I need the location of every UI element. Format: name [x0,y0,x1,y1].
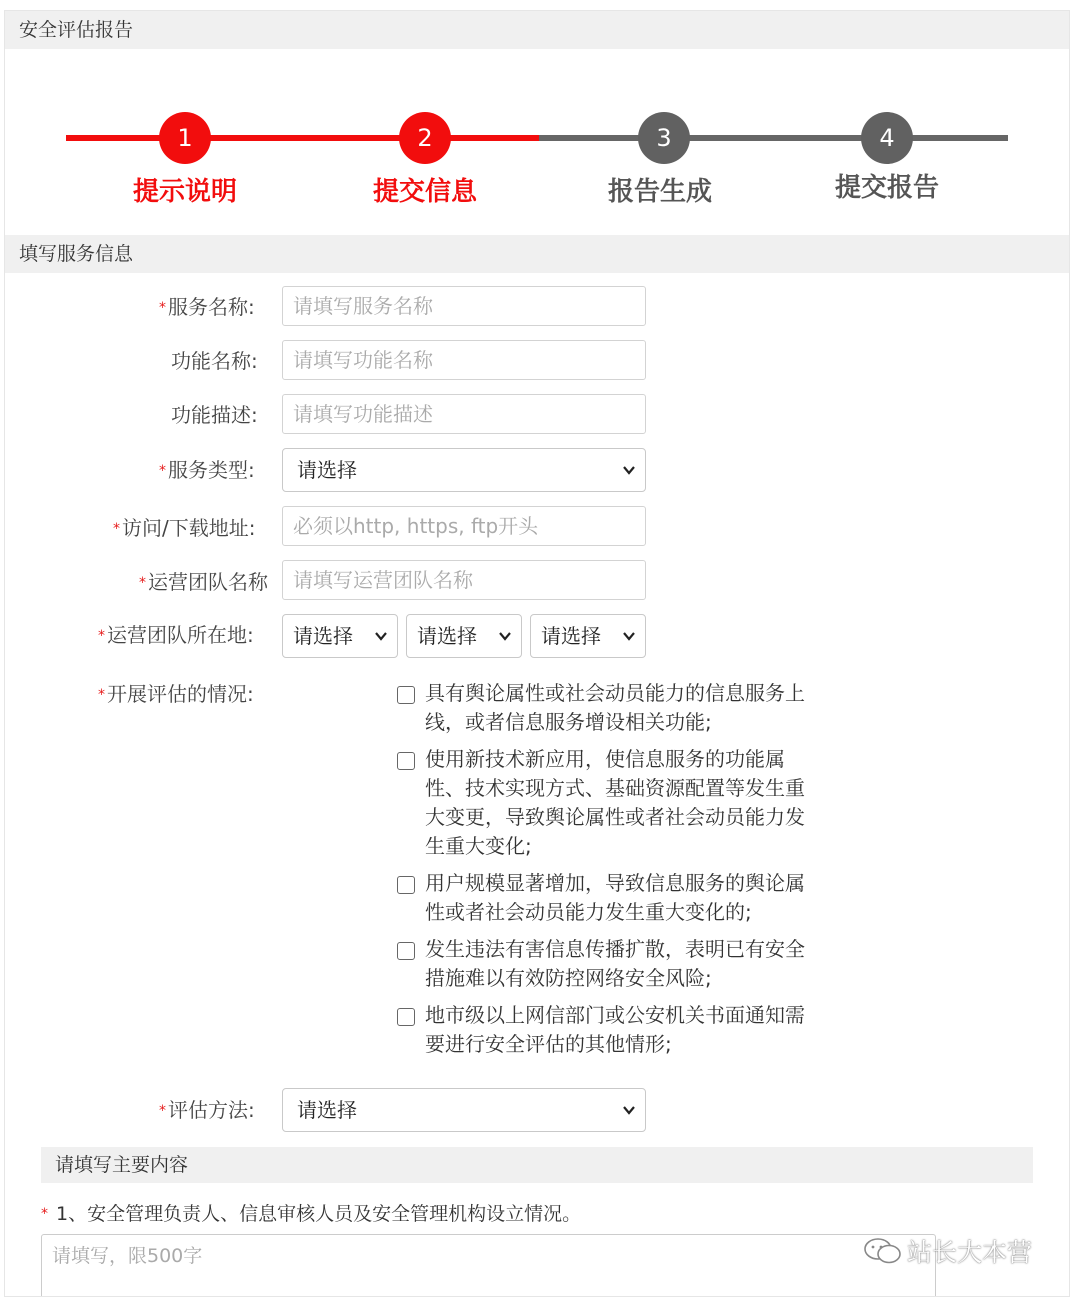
function-name-input[interactable]: 请填写功能名称 [282,340,646,380]
page [4,10,1070,1297]
evaluation-case-option[interactable] [397,679,827,737]
eval-method-select[interactable] [282,1088,646,1132]
wechat-icon [863,1237,903,1265]
service-name-input[interactable]: 请填写服务名称 [282,286,646,326]
access-url-label: * 访问/下载地址: [113,516,256,540]
city-select[interactable] [406,614,522,658]
eval-method-label: * 评估方法: [159,1098,255,1122]
evaluation-cases-group [397,679,827,1067]
city-value: 请选择 [417,624,477,648]
checkbox[interactable] [397,1008,415,1026]
required-mark: * [159,463,166,479]
team-name-input[interactable]: 请填写运营团队名称 [282,560,646,600]
chevron-down-icon [373,628,389,644]
required-mark: * [113,521,120,537]
checkbox[interactable] [397,752,415,770]
district-select[interactable] [530,614,646,658]
evaluation-case-option[interactable] [397,1001,827,1059]
chevron-down-icon [621,462,637,478]
evaluation-case-option[interactable] [397,869,827,927]
step-2-label: 提交信息 [372,177,477,207]
service-type-label: * 服务类型: [159,458,255,482]
evaluation-cases-label: * 开展评估的情况: [98,682,254,706]
function-desc-label: 功能描述: [171,403,258,427]
question-1-textarea[interactable]: 请填写，限500字 [41,1234,936,1297]
checkbox[interactable] [397,686,415,704]
section-title-main-content: 请填写主要内容 [41,1147,1033,1183]
option-text: 具有舆论属性或社会动员能力的信息服务上线，或者信息服务增设相关功能; [425,681,805,734]
required-mark: * [159,1103,166,1119]
province-select[interactable] [282,614,398,658]
step-3-circle: 3 [638,112,690,164]
evaluation-case-option[interactable] [397,935,827,993]
eval-method-value: 请选择 [297,1098,357,1122]
team-location-label: * 运营团队所在地: [98,623,254,647]
progress-line-done [66,135,539,141]
option-text: 地市级以上网信部门或公安机关书面通知需要进行安全评估的其他情形; [425,1003,805,1056]
step-3-label: 报告生成 [607,177,712,207]
step-4-label: 提交报告 [834,173,939,203]
watermark-text: 站长大本营 [907,1238,1033,1267]
chevron-down-icon [497,628,513,644]
required-mark: * [159,300,166,316]
chevron-down-icon [621,628,637,644]
required-mark: * [41,1206,48,1222]
function-name-label: 功能名称: [171,349,258,373]
option-text: 用户规模显著增加，导致信息服务的舆论属性或者社会动员能力发生重大变化的; [425,871,805,924]
required-mark: * [98,628,105,644]
required-mark: * [98,687,105,703]
page-title: 安全评估报告 [5,11,1070,49]
step-1-circle: 1 [159,112,211,164]
option-text: 使用新技术新应用，使信息服务的功能属性、技术实现方式、基础资源配置等发生重大变更，导致舆论属性或者社会动员能力发生重大变化; [425,747,805,858]
stepper [5,49,1070,235]
service-name-label: * 服务名称: [159,295,255,319]
required-mark: * [139,575,146,591]
checkbox[interactable] [397,942,415,960]
service-type-select[interactable] [282,448,646,492]
step-4-circle: 4 [861,112,913,164]
chevron-down-icon [621,1102,637,1118]
option-text: 发生违法有害信息传播扩散，表明已有安全措施难以有效防控网络安全风险; [425,937,805,990]
team-name-label: * 运营团队名称 [139,570,268,594]
district-value: 请选择 [541,624,601,648]
step-1-label: 提示说明 [132,177,237,207]
question-1: * 1、安全管理负责人、信息审核人员及安全管理机构设立情况。 [41,1203,582,1225]
section-title-service-info: 填写服务信息 [5,235,1070,273]
province-value: 请选择 [293,624,353,648]
function-desc-input[interactable]: 请填写功能描述 [282,394,646,434]
step-2-circle: 2 [399,112,451,164]
evaluation-case-option[interactable] [397,745,827,861]
checkbox[interactable] [397,876,415,894]
service-type-value: 请选择 [297,458,357,482]
watermark [863,1233,1032,1269]
progress-line-todo [539,135,1008,141]
access-url-input[interactable]: 必须以http, https, ftp开头 [282,506,646,546]
